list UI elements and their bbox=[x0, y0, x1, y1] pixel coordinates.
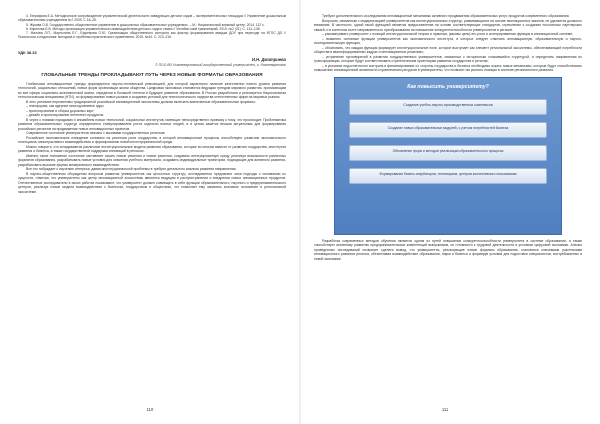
reference-item: 4. Евграфова Е.А. Методическое сопровождение управленческой деятельности заведующих детских садов – экспериментальных площадок // Управление дошкольным образовательным учреждением №7 2009. С.18–26. bbox=[18, 14, 286, 23]
reference-item: 7. Малова Л.П., Мартыгина Е.Г., Ефремова О.Ю. Организация общественного контроля как фактор формирования имиджа ДОУ при переходе на ФГОС ДО // Психология и педагогика: методика и проблемы практического применения. 2015. №44. С. 213–216. bbox=[18, 31, 286, 40]
bullet-item: – дизайн и проектирование интеллект-продуктов. bbox=[26, 113, 105, 118]
body-paragraph: Глобальные инновационные тренды формируются научно-технической революцией, для которой характерно наличие качественно нового уровня развития технологий, социальных отношений, новых форм организации жизни общества. Цифровая экономика становится ведущим трендом мирового развития, проникающим во все сферы социально-экономической жизни, определяя в большей степени и будущее развитие образования. В России разработана и реализуется Национальная технологическая инициатива (НТИ), по формированию новых рынков и созданию условий для технологического лидерства отечественных фирм на мировых рынках. bbox=[18, 81, 286, 100]
diagram-item: Обновление форм и методов реализации образовательного процесса bbox=[349, 145, 547, 161]
body-paragraph: – в условиях недостаточного контроля в финансировании со стороны государства и бизнеса необходимо искать новые механизмы, которые будут способствовать повышению инновационной активности и привлечению ресурсов в университеты, что позволит им усилить позиции в системе регионального развития. bbox=[314, 63, 582, 72]
body-paragraph: Российское экономическое поведение основано на усилении роли государства, в которой инновационные процессы способствуют развитию экономического потенциала, межотраслевого взаимодействия и формированию новой институциональной среды. bbox=[18, 135, 286, 145]
body-paragraph: – устранение противоречий в развитии государственных университетов, связанных с исторически сложившейся структурой, и определить направления их трансформации, которые будут соответствовать стратегическим ориентирам развития государства и региона; bbox=[314, 54, 582, 63]
author-name: И.Н. Дмитриева bbox=[251, 56, 286, 62]
page-number: 110 bbox=[146, 407, 154, 412]
diagram-item: Формирование бизнес-инкубаторов, технопарков, центров коллективного пользования bbox=[349, 168, 547, 184]
body-paragraph: – выявлять основные функции университетов как экономического института, в которых следует отмечать инновационную, образовательную и научно-исследовательскую функции; bbox=[314, 36, 582, 45]
body-paragraph: В научно-общественном обсуждении вопросов развития университетов как целостных структур, исследователи предлагают свои подходы к пониманию их сущности, отмечая, что университеты как центр инновационной экосистемы являются ведущим в распространении и внедрении новых инновационных продуктов. Отечественные исследователи в своих работах показывают, что университет должен совмещать в себе функции образовательного, научного и предпринимательского центров, реализуя новые модели взаимодействия с бизнесом, государством и обществом, что позволяет ему занимать значимое положение в региональной экосистеме. bbox=[18, 171, 286, 194]
reference-item: 5. Жукова О.В. Государственно-общественное управление в дошкольных образовательных учреждениях. – М.: Национальный книжный центр, 2014. 112 с. bbox=[26, 22, 265, 27]
body-paragraph: – рассматривать университет с позиций институциональной теории и практики, (каковы цели) его роли и интегрированная функция в инновационной системе; bbox=[322, 32, 574, 36]
body-paragraph: Вопросом, связанным с модернизацией университетов как институциональных структур, развивающихся на основе эволюционных законов, не уделяется должного внимания. В частности, одной такой функцией является предоставление на основе соответствующих стандартов, стремление к созданию постоянных партнерских связей, и в конечном счете направленность преобразования на повышение конкурентоспособности университетов в регионе. bbox=[314, 18, 582, 32]
body-paragraph: Все это побуждает к изучению интереса, давая институциональной проблемы в требуют детального анализа развития направления. bbox=[26, 167, 237, 172]
page-number: 111 bbox=[441, 407, 449, 412]
diagram-title: Как повысить университету? bbox=[407, 83, 489, 90]
right-page bbox=[300, 0, 600, 424]
article-title: ГЛОБАЛЬНЫЕ ТРЕНДЫ ПРОКЛАДЫВАЮТ ПУТЬ ЧЕРЕЗ НОВЫЕ ФОРМАТЫ ОБРАЗОВАНИЯ bbox=[41, 72, 263, 78]
bullet-item: – проектирование и сборка дорожных карт; bbox=[26, 108, 95, 113]
reference-item: 6. Кирилова Е.В. Методы организации управленческого взаимодействия детского сада и семьи // Челябин-ский гуманитарий, 2015. №2 (31). С. 131–136. bbox=[26, 26, 261, 31]
diagram-item: Создание учебно-научно-производственных комплексов bbox=[349, 99, 547, 115]
body-paragraph: Можно говорить, что складываются различные институциональные модели развития образования, которые во многом зависят от развития государства, институтов развития и бизнеса, а также государственной поддержки инноваций в регионах. bbox=[18, 144, 286, 154]
udc-code: УДК 38.33 bbox=[18, 49, 37, 55]
body-paragraph: В этих условиях перспективы традиционной российской инновационной экосистемы должны включать вовлеченные образовательные форматы: bbox=[26, 99, 256, 104]
author-affiliation: © ПОО ВО Нижневартовский государственный университет, г. Нижневартовск bbox=[155, 62, 286, 67]
body-paragraph: Современное состояние университетов связано с вызовами государственных регионов. bbox=[26, 131, 166, 136]
diagram-item: Создание новых образовательных модулей, с учетом потребностей бизнеса bbox=[349, 122, 547, 138]
bullet-item: – платформы, как ядерное многоуровневое ядро; bbox=[26, 104, 105, 109]
body-paragraph: Разработка современных методов обучения является одним из путей повышения конкурентоспособности университета в системе образования, а также способствует активному развитию предпринимательских компетенций выпускников, их готовности к трудовой деятельности в условиях цифровой экономики. Анализ проведенных исследований позволяет сделать вывод, что университеты, реализующие новые форматы образования, становятся ключевыми участниками инновационного развития региона, обеспечивая взаимодействие образования, науки и бизнеса и формируя условия для подготовки специалистов, востребованных в новой экономике. bbox=[314, 238, 582, 261]
body-paragraph: В через с новыми порядками и ансамблем новых технологий, социальных институтов, имеющих непосредственно привязку к тому, что происходит. Проблематика развития образовательных структур определяется стимулированием роста отдельно взятых людей, а в целом кажется весьма актуальным для формирования российских регионов на продвижение новых инновационных проектов. bbox=[18, 117, 286, 131]
diagram-figure bbox=[334, 77, 562, 235]
body-paragraph: Именно такое положение состояние заставляет искать новые решения и новые решения, создавать интегрированную среду, реализуя возможности различных форматов образования, разрабатывать новые условия для освоения учебного материала, создавать индивидуальные траектории, подходящие для активного развития, разрабатывать высокие формы межвузовского взаимодействия. bbox=[18, 153, 286, 167]
body-paragraph: – обосновать, что каждая функция формирует институциональное поле, которое выступает как элемент региональной экосистемы, обеспечивающей потребности общества в квалифицированных кадрах и инновационных решениях; bbox=[314, 45, 582, 54]
references-list bbox=[18, 14, 286, 40]
body-paragraph: Требуют дополнительного исследования инновационные механизмы активного продвижения образовательных услуг, продуктов современного образования. bbox=[322, 14, 570, 18]
